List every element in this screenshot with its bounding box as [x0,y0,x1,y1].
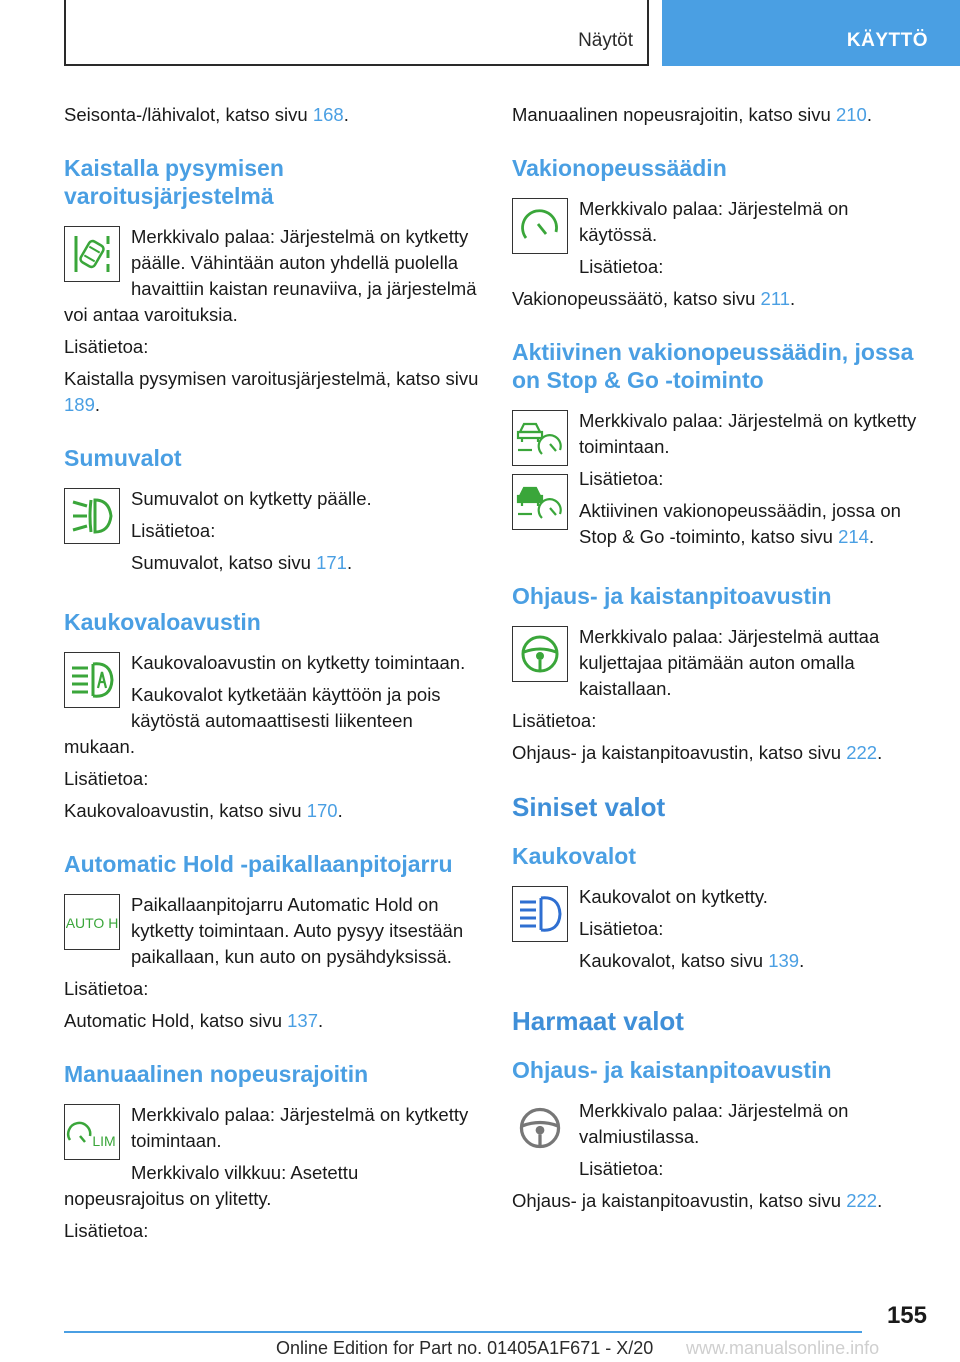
speed-limiter-entry [64,1102,480,1218]
fog-lights-reference: Sumuvalot, katso sivu 171. [131,552,353,573]
more-info-label: Lisätietoa: [512,710,597,731]
more-info-label: Lisätietoa: [64,1220,149,1241]
section-title-active-cruise-control: Aktiivinen vakionopeussäädin, jossa on Stop & Go -toiminto [512,339,914,393]
cruise-control-description: Merkkivalo palaa: Järjestelmä on käytössä. [579,198,849,245]
high-beam-assistant-reference: Kaukovaloavustin, katso sivu 170. [64,800,343,821]
section-title-speed-limiter: Manuaalinen nopeusrajoitin [64,1061,369,1087]
footer-divider [64,1331,862,1333]
high-beam-description: Kaukovalot on kytketty. [579,886,768,907]
page-number: 155 [886,1302,927,1329]
high-beam-assistant-description: Kaukovaloavustin on kytketty toimintaan. [131,652,466,673]
section-title-grey-lights: Harmaat valot [512,1006,684,1036]
section-title-fog-lights: Sumuvalot [64,445,182,471]
active-cruise-control-icons [512,408,568,538]
page-link-139[interactable]: 139 [768,950,800,971]
lane-departure-description: Merkkivalo palaa: Järjestelmä on kytketty päälle. Vähintään auton yhdellä puolella havaittiin kaistan reunaviiva, ja järjestelmä voi antaa varoituksia. [64,226,477,325]
speed-limiter-icon-text: LIM [92,1133,116,1149]
speed-limiter-description: Merkkivalo palaa: Järjestelmä on kytketty toimintaan. [131,1104,469,1151]
header-chapter-label: KÄYTTÖ [846,30,928,51]
more-info-label: Lisätietoa: [131,520,216,541]
more-info-label: Lisätietoa: [64,768,149,789]
active-cruise-control-entry [512,408,928,556]
page-link-189[interactable]: 189 [64,394,95,415]
page-link-214[interactable]: 214 [838,526,869,547]
cruise-control-reference: Vakionopeussäätö, katso sivu 211. [512,288,796,309]
lane-departure-entry [64,224,480,334]
parking-lights-reference: Seisonta-/lähivalot, katso sivu 168. [64,104,349,125]
steering-assistant-standby-description: Merkkivalo palaa: Järjestelmä on valmiustilassa. [579,1100,849,1147]
automatic-hold-reference: Automatic Hold, katso sivu 137. [64,1010,324,1031]
high-beam-assistant-icon [64,652,120,708]
section-title-cruise-control: Vakionopeussäädin [512,155,727,181]
more-info-label: Lisätietoa: [579,468,664,489]
footer-edition-text: Online Edition for Part no. 01405A1F671 - X/20 [276,1338,654,1358]
section-title-high-beam-assistant: Kaukovaloavustin [64,609,261,635]
fog-light-icon [64,488,120,544]
active-cruise-control-icon [512,410,568,466]
header-chapter-tab[interactable] [662,0,960,66]
cruise-control-icon [512,198,568,254]
subsection-title-high-beam: Kaukovalot [512,843,636,869]
fog-lights-entry [64,486,480,582]
header-section-box [64,0,649,66]
page-link-171[interactable]: 171 [316,552,347,573]
steering-assistant-description: Merkkivalo palaa: Järjestelmä auttaa kuljettajaa pitämään auton omalla kaistallaan. [579,626,880,699]
page-link-211[interactable]: 211 [760,288,791,309]
right-column [512,102,928,1220]
fog-lights-description: Sumuvalot on kytketty päälle. [131,488,372,509]
high-beam-icon [512,886,568,942]
steering-assistant-icon [512,626,568,682]
steering-assistant-standby-icon [512,1100,568,1156]
steering-assistant-entry [512,624,928,708]
page-link-170[interactable]: 170 [306,800,338,821]
page-link-210[interactable]: 210 [835,104,867,125]
steering-assistant-reference: Ohjaus- ja kaistanpitoavustin, katso sivu 222. [512,742,883,763]
section-title-automatic-hold: Automatic Hold -paikallaanpitojarru [64,851,453,877]
cruise-control-entry [512,196,928,286]
high-beam-entry [512,884,928,980]
header-section-title: Näytöt [578,30,633,51]
steering-assistant-standby-entry [512,1098,928,1188]
more-info-label: Lisätietoa: [579,918,664,939]
high-beam-assistant-entry [64,650,480,766]
auto-hold-icon-text: AUTO H [66,915,118,931]
automatic-hold-description: Paikallaanpitojarru Automatic Hold on kytketty toimintaan. Auto pysyy itsestään paikallaan, kun auto on pysähdyksissä. [131,894,464,967]
active-cruise-control-description: Merkkivalo palaa: Järjestelmä on kytketty toimintaan. [579,410,917,457]
footer-watermark: www.manualsonline.info [686,1338,880,1358]
lane-departure-reference: Kaistalla pysymisen varoitusjärjestelmä, katso sivu 189. [64,368,479,415]
subsection-title-steering-assistant-standby: Ohjaus- ja kaistanpitoavustin [512,1057,832,1083]
steering-assistant-standby-reference: Ohjaus- ja kaistanpitoavustin, katso sivu 222. [512,1190,883,1211]
page-link-222-standby[interactable]: 222 [846,1190,878,1211]
auto-hold-icon [64,894,120,950]
more-info-label: Lisätietoa: [64,336,149,357]
automatic-hold-entry [64,892,480,976]
more-info-label: Lisätietoa: [579,256,664,277]
high-beam-reference: Kaukovalot, katso sivu 139. [579,950,805,971]
section-title-blue-lights: Siniset valot [512,792,666,822]
more-info-label: Lisätietoa: [64,978,149,999]
high-beam-assistant-detail: Kaukovalot kytketään käyttöön ja pois käytöstä automaattisesti liikenteen mukaan. [64,684,441,757]
active-cruise-control-reference: Aktiivinen vakionopeussäädin, jossa on Stop & Go -toiminto, katso sivu 214. [579,500,901,547]
active-cruise-control-vehicle-detected-icon [512,474,568,530]
speed-limiter-reference: Manuaalinen nopeusrajoitin, katso sivu 210. [512,104,872,125]
speed-limiter-icon [64,1104,120,1160]
section-title-lane-departure: Kaistalla pysymisen varoitusjärjestelmä [64,155,284,209]
section-title-steering-assistant: Ohjaus- ja kaistanpitoavustin [512,583,832,609]
speed-limiter-flashing: Merkkivalo vilkkuu: Asetettu nopeusrajoitus on ylitetty. [64,1162,359,1209]
more-info-label: Lisätietoa: [579,1158,664,1179]
page-link-168[interactable]: 168 [312,104,344,125]
page-link-137[interactable]: 137 [287,1010,318,1031]
lane-departure-warning-icon [64,226,120,282]
page-link-222[interactable]: 222 [846,742,878,763]
left-column [64,102,480,1250]
